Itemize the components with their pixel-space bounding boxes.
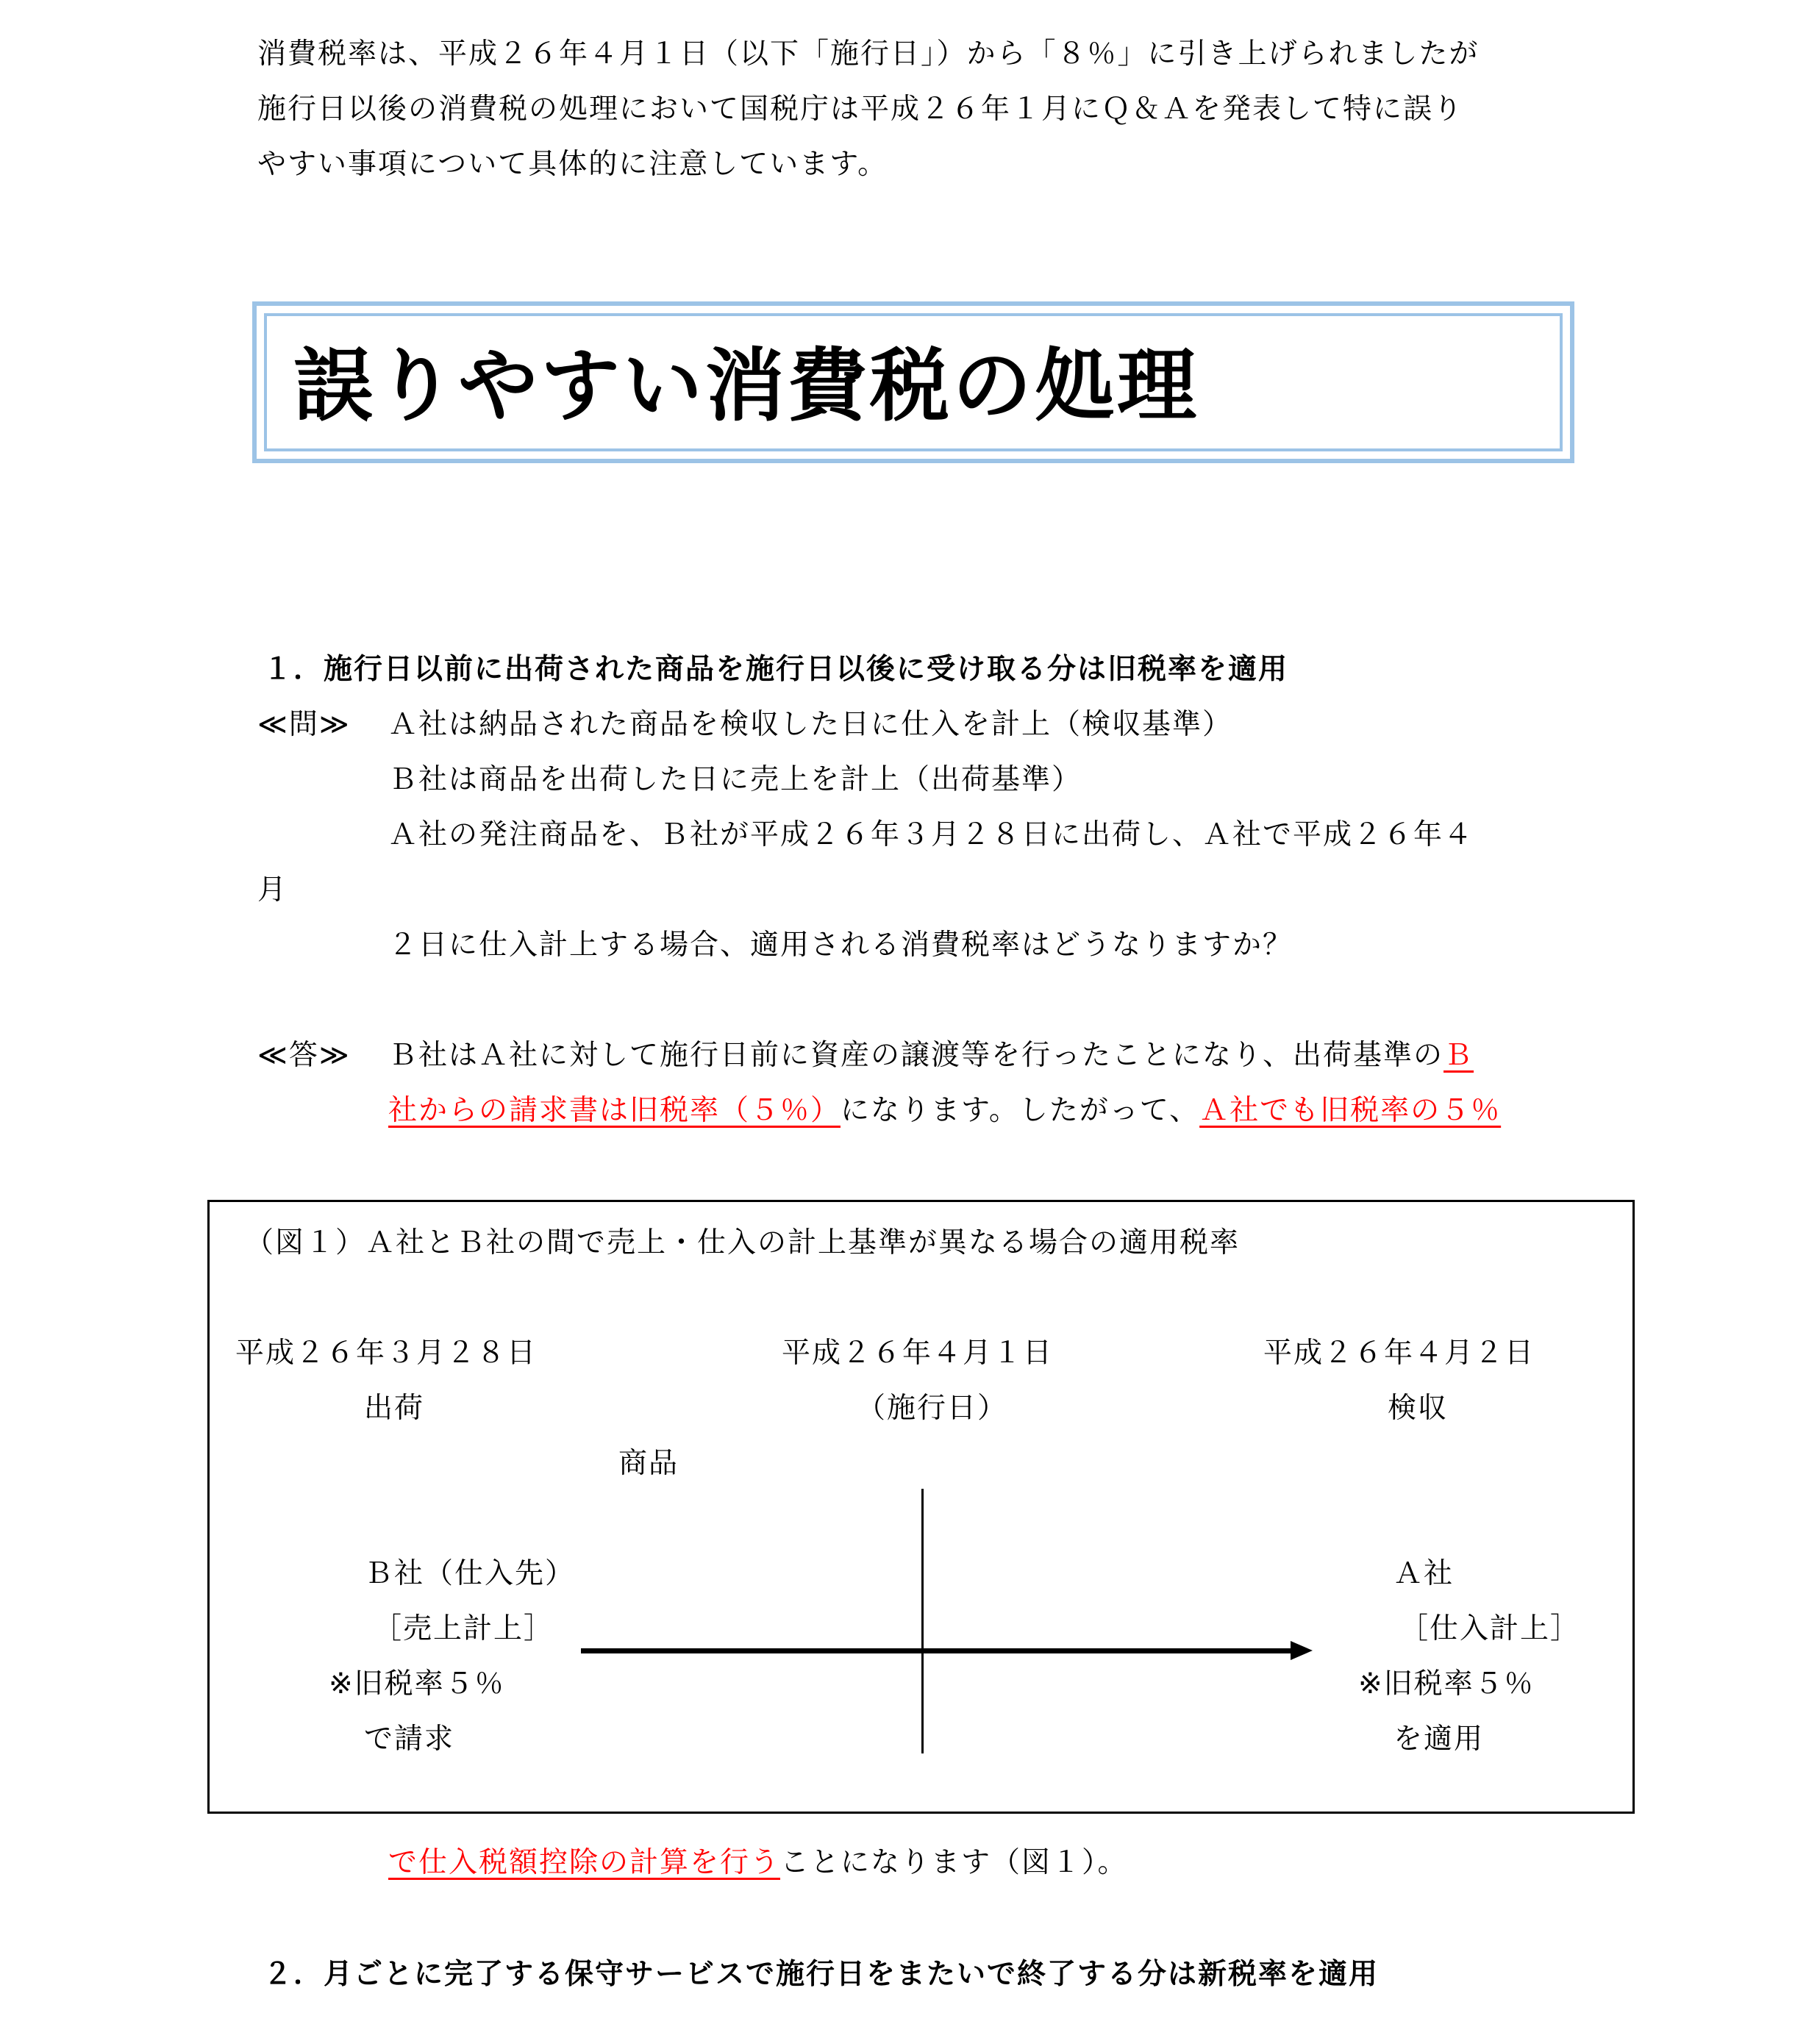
b-company-label: Ｂ社（仕入先） (364, 1557, 576, 1590)
answer-line-3 (388, 1844, 1128, 1882)
answer-line-3-text: ことになります（図１）。 (780, 1846, 1128, 1879)
answer-label: ≪答≫ (257, 1039, 351, 1072)
date-left: 平成２６年３月２８日 (235, 1337, 538, 1370)
question-line-4: 月 (257, 873, 288, 906)
question-label: ≪問≫ (257, 708, 351, 741)
answer-line-2-text: になります。したがって、 (841, 1094, 1200, 1127)
date-center: 平成２６年４月１日 (782, 1337, 1054, 1370)
date-right: 平成２６年４月２日 (1263, 1337, 1535, 1370)
figure-caption: （図１）Ａ社とＢ社の間で売上・仕入の計上基準が異なる場合の適用税率 (245, 1226, 1241, 1259)
section-1-heading: １．施行日以前に出荷された商品を施行日以後に受け取る分は旧税率を適用 (263, 653, 1289, 686)
question-line-5: ２日に仕入計上する場合、適用される消費税率はどうなりますか？ (388, 929, 1293, 962)
event-left: 出荷 (364, 1392, 425, 1425)
b-rate-label: ※旧税率５％ (329, 1667, 505, 1701)
question-line-1: Ａ社は納品された商品を検収した日に仕入を計上（検収基準） (388, 708, 1233, 741)
intro-line-2: 施行日以後の消費税の処理において国税庁は平成２６年１月にＱ＆Ａを発表して特に誤り (257, 93, 1464, 126)
a-booking-label: ［仕入計上］ (1399, 1612, 1581, 1645)
event-right: 検収 (1388, 1392, 1449, 1425)
answer-line-1-emphasis: Ｂ (1443, 1039, 1474, 1072)
goods-label: 商品 (618, 1447, 679, 1480)
intro-line-3: やすい事項について具体的に注意しています。 (257, 148, 888, 181)
question-line-3: Ａ社の発注商品を、Ｂ社が平成２６年３月２８日に出荷し、Ａ社で平成２６年４ (388, 818, 1474, 851)
event-center: （施行日） (857, 1392, 1008, 1425)
answer-line-1 (388, 1037, 1474, 1075)
flow-arrow-head (1291, 1641, 1313, 1660)
a-action-label: を適用 (1393, 1723, 1485, 1756)
title-box (252, 301, 1574, 463)
answer-line-3-emphasis: で仕入税額控除の計算を行う (388, 1846, 781, 1879)
effective-date-line (921, 1489, 924, 1753)
b-action-label: で請求 (364, 1723, 455, 1756)
page-title: 誤りやすい消費税の処理 (293, 340, 1200, 432)
a-company-label: Ａ社 (1393, 1557, 1455, 1590)
figure-1-box (207, 1200, 1635, 1814)
answer-line-1-text: Ｂ社はＡ社に対して施行日前に資産の譲渡等を行ったことになり、出荷基準の (388, 1039, 1444, 1072)
flow-arrow-shaft (581, 1648, 1294, 1653)
answer-line-2 (388, 1092, 1501, 1130)
question-line-2: Ｂ社は商品を出荷した日に売上を計上（出荷基準） (388, 763, 1082, 796)
a-rate-label: ※旧税率５％ (1358, 1667, 1535, 1701)
answer-line-2-emphasis-2: Ａ社でも旧税率の５％ (1199, 1094, 1502, 1127)
answer-line-2-emphasis-1: 社からの請求書は旧税率（５％） (388, 1094, 841, 1127)
intro-line-1: 消費税率は、平成２６年４月１日（以下「施行日」）から「８％」に引き上げられましたが (257, 37, 1480, 71)
section-2-heading: ２．月ごとに完了する保守サービスで施行日をまたいで終了する分は新税率を適用 (263, 1958, 1380, 1991)
b-booking-label: ［売上計上］ (373, 1612, 554, 1645)
